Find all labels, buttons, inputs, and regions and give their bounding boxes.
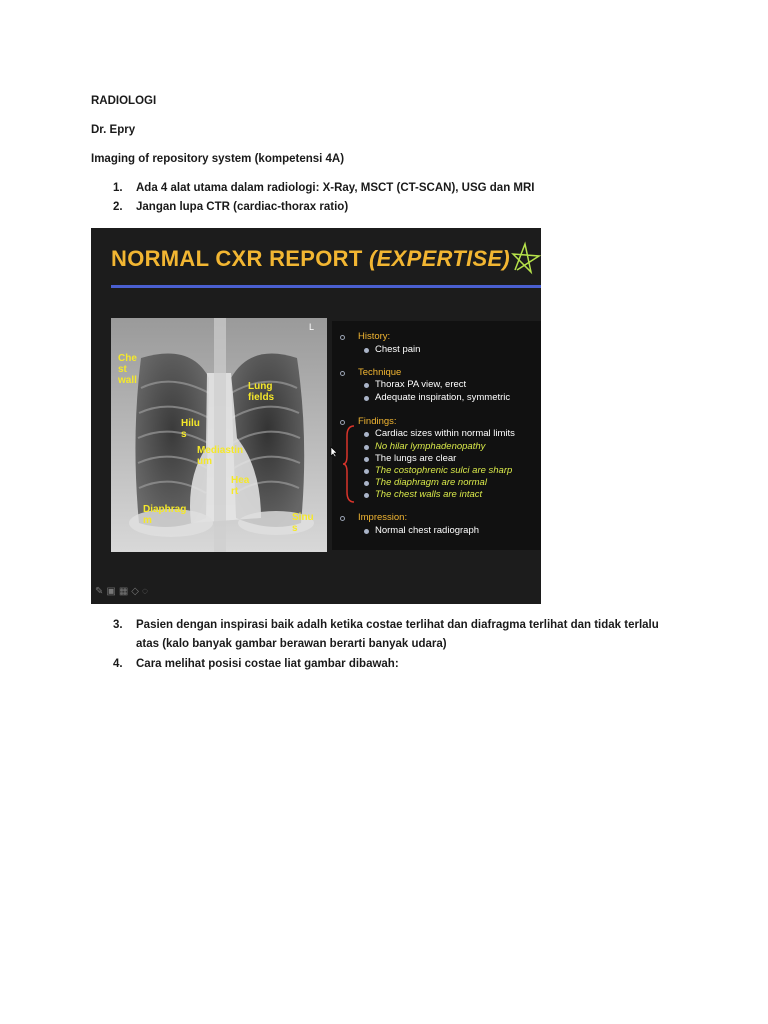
pen-icon: ✎ <box>95 586 107 597</box>
title-rule <box>111 285 541 288</box>
bullet-icon <box>364 529 369 534</box>
bullet-icon <box>364 493 369 498</box>
grid-icon: ▦ <box>118 586 132 597</box>
slide-image <box>91 228 541 604</box>
doc-subtitle: Imaging of repository system (kompetensi 4A) <box>91 153 345 165</box>
technique-bullet-icon <box>340 371 345 376</box>
list-number: 2. <box>113 201 123 213</box>
label-lung-fields: Lung fields <box>248 381 275 403</box>
list-text: Ada 4 alat utama dalam radiologi: X-Ray, MSCT (CT-SCAN), USG dan MRI <box>136 182 535 194</box>
label-sinus: Sinu s <box>292 512 314 534</box>
finding-item: The chest walls are intact <box>375 489 483 500</box>
slide-title <box>111 246 510 272</box>
impression-bullet-icon <box>340 516 345 521</box>
brace-icon <box>342 424 356 504</box>
technique-heading: Technique <box>358 367 402 378</box>
impression-heading: Impression: <box>358 512 408 523</box>
label-heart: Hea rt <box>231 475 250 497</box>
technique-item: Adequate inspiration, symmetric <box>375 392 511 403</box>
cursor-icon <box>330 446 338 458</box>
history-heading: History: <box>358 331 391 342</box>
slide-title-main: NORMAL CXR REPORT <box>111 246 370 271</box>
list-number: 3. <box>113 619 123 631</box>
finding-item: No hilar lymphadenopathy <box>375 441 486 452</box>
list-text: Jangan lupa CTR (cardiac-thorax ratio) <box>136 201 349 213</box>
list-text: Pasien dengan inspirasi baik adalh ketika costae terlihat dan diafragma terlihat dan tidak terlalu <box>136 619 659 631</box>
report-panel <box>332 321 541 550</box>
bullet-icon <box>364 457 369 462</box>
media-icon: ▣ <box>106 586 119 597</box>
history-item: Chest pain <box>375 344 421 355</box>
bullet-icon <box>364 481 369 486</box>
impression-item: Normal chest radiograph <box>375 525 480 536</box>
finding-item: The diaphragm are normal <box>375 477 487 488</box>
list-number: 4. <box>113 658 123 670</box>
doc-author: Dr. Epry <box>91 124 136 136</box>
doc-heading: RADIOLOGI <box>91 95 157 107</box>
technique-item: Thorax PA view, erect <box>375 379 467 390</box>
bullet-icon <box>364 432 369 437</box>
bullet-icon <box>364 469 369 474</box>
slide-title-italic: (EXPERTISE) <box>369 246 511 271</box>
label-hilus: Hilu s <box>181 418 200 440</box>
settings-icon: ◇ <box>131 586 142 597</box>
findings-heading: Findings: <box>358 416 397 427</box>
star-logo-icon <box>511 240 541 276</box>
list-number: 1. <box>113 182 123 194</box>
xray-side-marker: L <box>309 322 315 332</box>
finding-item: Cardiac sizes within normal limits <box>375 428 515 439</box>
more-icon: ◌ <box>142 586 151 597</box>
bullet-icon <box>364 383 369 388</box>
label-diaphragm: Diaphrag m <box>143 504 187 526</box>
bullet-icon <box>364 396 369 401</box>
finding-item: The costophrenic sulci are sharp <box>375 465 513 476</box>
history-bullet-icon <box>340 335 345 340</box>
label-chest-wall: Che st wall <box>118 353 137 386</box>
label-mediastinum: Mediastin um <box>197 445 244 467</box>
slide-toolbar <box>95 586 151 597</box>
list-text: Cara melihat posisi costae liat gambar dibawah: <box>136 658 399 670</box>
bullet-icon <box>364 445 369 450</box>
finding-item: The lungs are clear <box>375 453 457 464</box>
bullet-icon <box>364 348 369 353</box>
list-text-continuation: atas (kalo banyak gambar berawan berarti banyak udara) <box>136 638 447 650</box>
